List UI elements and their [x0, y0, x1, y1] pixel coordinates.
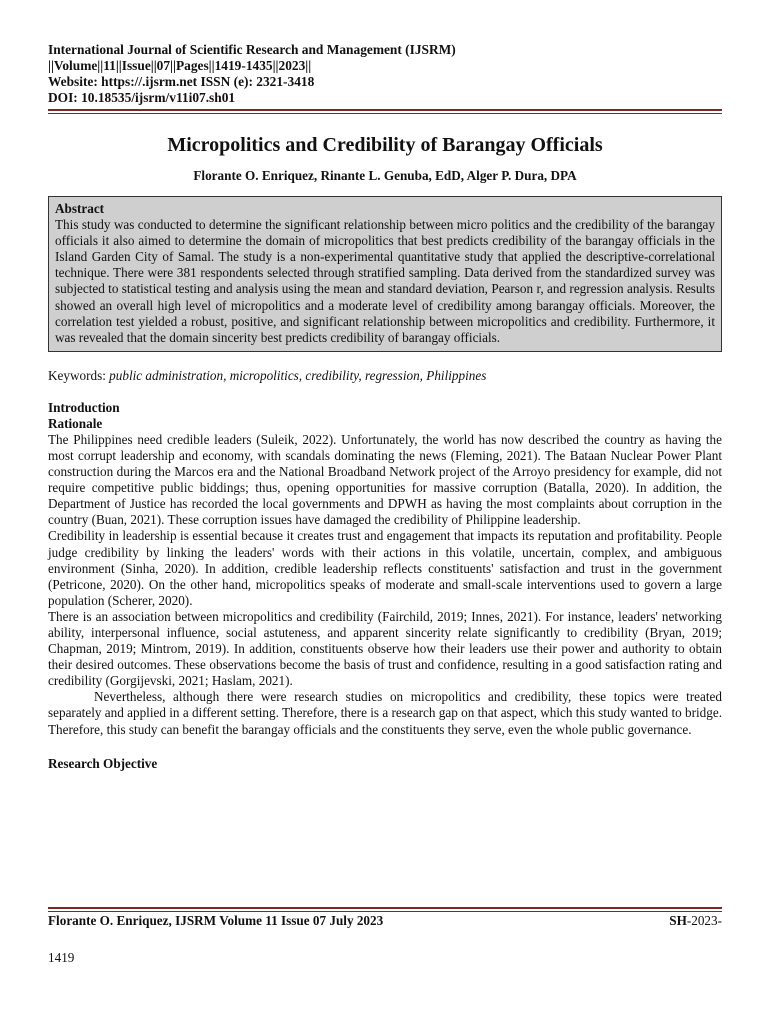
keywords: [48, 368, 722, 384]
journal-volume: ||Volume||11||Issue||07||Pages||1419-1435||2023||: [48, 58, 312, 73]
keywords-label: Keywords:: [48, 367, 110, 383]
footer-code-suffix: -2023-: [686, 913, 722, 928]
paragraph: There is an association between micropolitics and credibility (Fairchild, 2019; Innes, 2021). For instance, leaders' networking ability, interpersonal influence, social astuteness, and apparent sincerity relate significantly to credibility (Bryan, 2019; Chapman, 2019; Mintrom, 2019). In addition, constituents observe how their leaders use their power and authority to obtain their desired outcomes. These observations become the basis of trust and confidence, resulting in a good satisfaction rating and credibility (Gorgijevski, 2021; Haslam, 2021).: [48, 608, 722, 689]
journal-website: Website: https://.ijsrm.net ISSN (e): 2321-3418: [48, 74, 315, 89]
footer-rule-thick: [48, 907, 722, 909]
abstract-box: [48, 196, 722, 352]
header-rule-thin: [48, 113, 722, 114]
footer-citation: Florante O. Enriquez, IJSRM Volume 11 Issue 07 July 2023: [48, 913, 384, 928]
journal-doi: DOI: 10.18535/ijsrm/v11i07.sh01: [48, 90, 236, 105]
paper-page: [48, 42, 722, 772]
abstract-text: This study was conducted to determine the significant relationship between micro politics and the credibility of the barangay officials it also aimed to determine the domain of micropolitics that best predicts credibility of the barangay officials in the Island Garden City of Samal. The study is a non-experimental quantitative study that applied the descriptive-correlational technique. There were 381 respondents selected through stratified sampling. Data derived from the standardized survey was subjected to statistical testing and analysis using the mean and standard deviation, Pearson r, and regression analysis. Results showed an overall high level of micropolitics and a moderate level of credibility among barangay officials. Moreover, the correlation test yielded a robust, positive, and significant relationship between micropolitics and credibility. Furthermore, it was revealed that the domain sincerity best predicts credibility of barangay officials.: [55, 217, 715, 345]
introduction-heading: Introduction: [48, 399, 120, 415]
paper-authors: Florante O. Enriquez, Rinante L. Genuba, EdD, Alger P. Dura, DPA: [193, 168, 577, 183]
footer-rules: [48, 907, 722, 912]
footer-rule-thin: [48, 911, 722, 912]
keywords-terms: public administration, micropolitics, credibility, regression, Philippines: [109, 367, 487, 383]
paragraph: The Philippines need credible leaders (Suleik, 2022). Unfortunately, the world has now described the country as having the most corrupt leadership and economy, with scandals dominating the news (Fleming, 2021). The Bataan Nuclear Power Plant construction during the Marcos era and the National Broadband Network project of the Arroyo presidency for example, did not require competitive public biddings; thus, opening opportunities for massive corruption (Batalla, 2020). In addition, the Department of Justice has recorded the local governments and DPWH as having the most complaints about corruption in the country (Buan, 2021). These corruption issues have damaged the credibility of Philippine leadership.: [48, 431, 722, 528]
research-objective-heading: Research Objective: [48, 755, 158, 771]
paragraph: Credibility in leadership is essential because it creates trust and engagement that impacts its reputation and profitability. People judge credibility by linking the leaders' words with their actions in this volatile, uncertain, complex, and ambiguous environment (Sinha, 2020). In addition, credible leadership reflects constituents' satisfaction and trust in the government (Petricone, 2020). On the other hand, micropolitics speaks of moderate and small-scale interventions used to govern a large population (Scherer, 2020).: [48, 528, 722, 608]
page-number: 1419: [48, 950, 75, 965]
page-footer: [48, 913, 722, 929]
introduction-body: [48, 432, 722, 738]
rationale-heading: Rationale: [48, 415, 103, 431]
paragraph: Nevertheless, although there were research studies on micropolitics and credibility, these topics were treated separately and applied in a different setting. Therefore, there is a research gap on that aspect, which this study wanted to bridge. Therefore, this study can benefit the barangay officials and the constituents they serve, even the whole public governance.: [48, 689, 722, 737]
footer-code-prefix: SH: [669, 913, 687, 928]
abstract-heading: Abstract: [55, 201, 105, 216]
header-rule-thick: [48, 109, 722, 111]
footer-code: [669, 913, 722, 929]
journal-name: International Journal of Scientific Research and Management (IJSRM): [48, 42, 456, 57]
paper-title: Micropolitics and Credibility of Barangay Officials: [167, 134, 603, 156]
journal-header: [48, 42, 722, 106]
